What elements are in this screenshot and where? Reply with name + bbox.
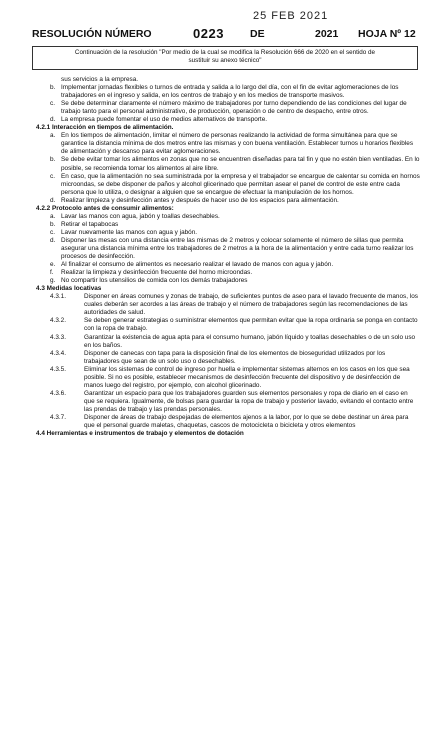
item-text: Implementar jornadas flexibles o turnos de entrada y salida a lo largo del día, con el fin de evitar aglomeraciones de los trabajadores en el ingreso y salida, en los centros de trabajo y en los medios de transporte masivos. (61, 84, 399, 100)
item-text: Disponer las mesas con una distancia entre las mismas de 2 metros y colocar solamente el número de sillas que permita asegurar una distancia mínima entre los trabajadores de 2 metros a la hora de la alimentación y entre cada turno realizar los procesos de desinfección. (61, 236, 414, 261)
item-text: No compartir los utensilios de comida con los demás trabajadores (61, 277, 248, 285)
list-item (36, 277, 420, 285)
page-number: HOJA Nº 12 (358, 28, 416, 40)
item-text: Garantizar la existencia de agua apta para el consumo humano, jabón líquido y toallas desechables o de un solo uso en los baños. (84, 333, 416, 349)
item-text: Garantizar un espacio para que los trabajadores guarden sus elementos personales y ropa de diario en el caso en que se requiera. Igualmente, de bolsas para guardar la ropa de trabajo y posterior lavado, evitando el contacto entre las prendas de trabajo y las prendas personales. (84, 389, 414, 413)
item-label: 4.3.5. (50, 365, 66, 373)
list-item (36, 132, 420, 156)
item-label: 4.3.1. (50, 293, 66, 301)
list-item (36, 173, 420, 197)
list-item (36, 116, 420, 124)
list-item (36, 197, 420, 205)
item-label: d. (50, 116, 56, 124)
item-label: g. (50, 277, 56, 285)
item-text: Realizar limpieza y desinfección antes y después de hacer uso de los espacios para alimentación. (61, 196, 339, 204)
resolution-header (32, 28, 420, 44)
item-label: a. (50, 132, 56, 140)
list-item (36, 229, 420, 237)
list-item (36, 414, 420, 430)
item-label: d. (50, 196, 56, 204)
continuation-line-1: Continuación de la resolución "Por medio de la cual se modifica la Resolución 666 de 2020 en el sentido de (74, 49, 376, 56)
item-label: b. (50, 220, 56, 228)
list-item (36, 269, 420, 277)
document-body (36, 76, 420, 438)
item-label: e. (50, 261, 56, 269)
resolution-number: 0223 (193, 26, 224, 41)
resolution-year: 2021 (315, 28, 339, 40)
item-text: Se debe determinar claramente el número máximo de trabajadores por turno dependiendo de las condiciones del lugar de trabajo tanto para el personal administrativo, de producción, operación o de centro de despacho, entre otros. (61, 100, 407, 116)
list-item (36, 334, 420, 350)
item-label: b. (50, 156, 56, 164)
item-text: Disponer en áreas comunes y zonas de trabajo, de suficientes puntos de aseo para el lavado frecuente de manos, los cuales deberán ser acordes a las áreas de trabajo y el número de trabajadores según las recomendaciones de las autoridades de salud. (84, 293, 418, 317)
continuation-line-2: sustituir su anexo técnico" (188, 57, 262, 64)
list-item (36, 221, 420, 229)
item-label: f. (50, 269, 54, 277)
item-text: Se deben generar estrategias o suministrar elementos que permitan evitar que la ropa ordinaria se ponga en contacto con la ropa de trabajo. (84, 317, 418, 333)
item-text: Eliminar los sistemas de control de ingreso por huella e implementar sistemas alternos en los casos en los que sea posible. Si no es posible, establecer mecanismos de desinfección frecuente del dispositivo y de desinfección de manos luego del registro, por ejemplo, con alcohol glicerinado. (84, 365, 410, 389)
item-text: Al finalizar el consumo de alimentos es necesario realizar el lavado de manos con agua y jabón. (61, 261, 334, 269)
section-heading-4-3: 4.3 Medidas locativas (36, 285, 102, 293)
de-label: DE (250, 28, 265, 40)
item-label: d. (50, 236, 56, 244)
list-item (36, 100, 420, 116)
item-text: Retirar el tapabocas (61, 220, 119, 228)
list-item (36, 366, 420, 390)
intro-continuation: sus servicios a la empresa. (61, 76, 139, 83)
list-item (36, 156, 420, 172)
item-text: Lavar las manos con agua, jabón y toallas desechables. (61, 212, 220, 220)
item-text: En caso, que la alimentación no sea suministrada por la empresa y el trabajador se encargue de calentar su comida en hornos microondas, se debe disponer de paños y alcohol glicerinado que permitan asear el panel de control de este entre cada persona que lo utiliza, o designar a alguien que se encargue de efectuar la manipulación de los hornos. (61, 172, 420, 196)
item-label: c. (50, 100, 55, 108)
item-label: c. (50, 172, 55, 180)
item-text: En los tiempos de alimentación, limitar el número de personas realizando la actividad de forma simultánea para que se garantice la distancia mínima de dos metros entre las mismas y con buena ventilación. Establecer turnos u horarios flexibles de alimentación y descanso para evitar aglomeraciones. (61, 132, 414, 156)
list-item (36, 390, 420, 414)
list-item (36, 213, 420, 221)
item-label: c. (50, 228, 55, 236)
section-heading-4-2-2: 4.2.2 Protocolo antes de consumir alimentos: (36, 204, 174, 212)
item-text: Realizar la limpieza y desinfección frecuente del horno microondas. (61, 269, 253, 277)
list-item (36, 261, 420, 269)
list-item (36, 317, 420, 333)
list-item (36, 84, 420, 100)
continuation-box (32, 46, 418, 70)
item-text: Se debe evitar tomar los alimentos en zonas que no se encuentren diseñadas para tal fin y que no estén bien ventiladas. En lo posible, se recomienda tomar los alimentos al aire libre. (61, 156, 420, 172)
item-text: Disponer de áreas de trabajo despejadas de elementos ajenos a la labor, por lo que se debe destinar un área para que el personal guarde maletas, chaquetas, cascos de motocicleta o bicicleta y otros elementos (84, 413, 409, 430)
resolution-label: RESOLUCIÓN NÚMERO (32, 28, 152, 40)
item-label: 4.3.6. (50, 389, 66, 397)
section-heading-4-4: 4.4 Herramientas e instrumentos de trabajo y elementos de dotación (36, 430, 244, 438)
item-label: 4.3.4. (50, 349, 66, 357)
item-label: 4.3.7. (50, 413, 66, 421)
list-item (36, 350, 420, 366)
item-text: Lavar nuevamente las manos con agua y jabón. (61, 228, 198, 236)
section-heading-4-2-1: 4.2.1 Interacción en tiempos de alimentación. (36, 124, 174, 132)
list-item (36, 293, 420, 317)
list-item (36, 237, 420, 261)
item-label: 4.3.3. (50, 333, 66, 341)
item-label: b. (50, 84, 56, 92)
item-text: Disponer de canecas con tapa para la disposición final de los elementos de bioseguridad utilizados por los trabajadores que sean de un solo uso o desechables. (84, 349, 386, 365)
item-label: 4.3.2. (50, 317, 66, 325)
date-stamp: 25 FEB 2021 (253, 10, 329, 22)
item-label: a. (50, 212, 56, 220)
item-text: La empresa puede fomentar el uso de medios alternativos de transporte. (61, 116, 268, 124)
